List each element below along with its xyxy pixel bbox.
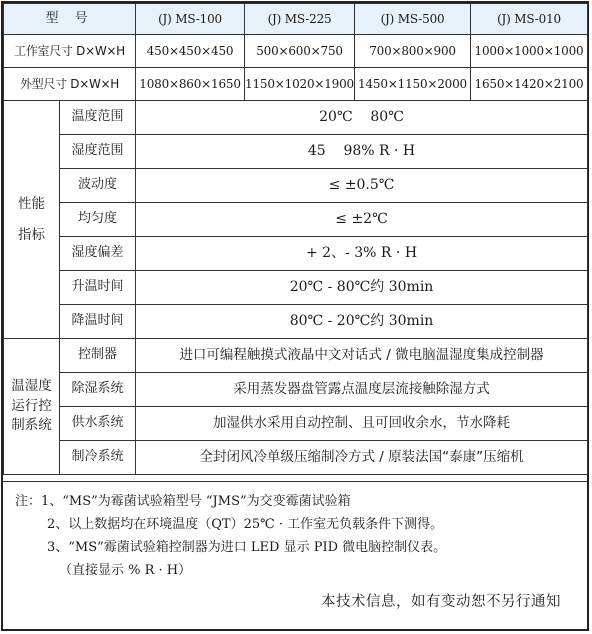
disclaimer-text: 本技术信息，如有变动恕不另行通知 bbox=[321, 594, 561, 610]
model-ms-010: (J) MS-010 bbox=[471, 4, 588, 35]
outer-size-value: 1080×860×1650 bbox=[136, 68, 245, 101]
perf-value: + 2、- 3% R · H bbox=[136, 237, 588, 271]
header-row bbox=[4, 4, 588, 35]
control-row bbox=[4, 407, 588, 441]
perf-value: 45 98% R · H bbox=[136, 135, 588, 169]
model-ms-500: (J) MS-500 bbox=[355, 4, 471, 35]
spec-table bbox=[3, 3, 588, 475]
control-label: 制冷系统 bbox=[60, 441, 136, 475]
perf-row bbox=[4, 237, 588, 271]
perf-value: 20℃ 80℃ bbox=[136, 101, 588, 135]
perf-value: 20℃ - 80℃约 30min bbox=[136, 271, 588, 305]
inner-size-label: 工作室尺寸 D×W×H bbox=[4, 35, 136, 68]
perf-row bbox=[4, 203, 588, 237]
perf-value: ≤ ±0.5℃ bbox=[136, 169, 588, 203]
control-row bbox=[4, 339, 588, 373]
perf-label: 波动度 bbox=[60, 169, 136, 203]
outer-size-value: 1650×1420×2100 bbox=[471, 68, 588, 101]
outer-size-value: 1150×1020×1900 bbox=[245, 68, 355, 101]
control-category bbox=[4, 339, 60, 475]
outer-size-row bbox=[4, 68, 588, 101]
perf-label: 降温时间 bbox=[60, 305, 136, 339]
inner-size-row bbox=[4, 35, 588, 68]
performance-category-line: 性能 bbox=[18, 195, 45, 212]
perf-value: ≤ ±2℃ bbox=[136, 203, 588, 237]
control-category-line: 运行控 bbox=[11, 397, 52, 414]
perf-label: 均匀度 bbox=[60, 203, 136, 237]
control-value: 加湿供水采用自动控制、且可回收余水，节水降耗 bbox=[136, 407, 588, 441]
perf-row bbox=[4, 271, 588, 305]
control-row bbox=[4, 441, 588, 475]
perf-value: 80℃ - 20℃约 30min bbox=[136, 305, 588, 339]
perf-label: 升温时间 bbox=[60, 271, 136, 305]
performance-category-line: 指标 bbox=[18, 226, 45, 243]
note-line: 2、以上数据均在环境温度（QT）25℃ · 工作室无负载条件下测得。 bbox=[47, 517, 444, 532]
perf-row bbox=[4, 169, 588, 203]
inner-size-value: 450×450×450 bbox=[136, 35, 245, 68]
control-label: 供水系统 bbox=[60, 407, 136, 441]
inner-size-value: 500×600×750 bbox=[245, 35, 355, 68]
note-line: 注：1、“MS”为霉菌试验箱型号 “JMS”为交变霉菌试验箱 bbox=[15, 494, 351, 509]
model-ms-100: (J) MS-100 bbox=[136, 4, 245, 35]
control-label: 控制器 bbox=[60, 339, 136, 373]
spec-sheet bbox=[1, 1, 589, 631]
model-label: 型 号 bbox=[4, 4, 136, 35]
perf-label: 温度范围 bbox=[60, 101, 136, 135]
perf-label: 湿度偏差 bbox=[60, 237, 136, 271]
outer-size-label: 外型尺寸 D×W×H bbox=[4, 68, 136, 101]
model-ms-225: (J) MS-225 bbox=[245, 4, 355, 35]
performance-category bbox=[4, 101, 60, 339]
note-line: 3、“MS”霉菌试验箱控制器为进口 LED 显示 PID 微电脑控制仪表。 bbox=[47, 540, 447, 555]
note-line: （直接显示 % R · H） bbox=[59, 563, 192, 578]
inner-size-value: 1000×1000×1000 bbox=[471, 35, 588, 68]
control-row bbox=[4, 373, 588, 407]
perf-row bbox=[4, 305, 588, 339]
control-value: 全封闭风冷单级压缩制冷方式 / 原装法国“泰康”压缩机 bbox=[136, 441, 588, 475]
outer-size-value: 1450×1150×2000 bbox=[355, 68, 471, 101]
control-category-line: 温湿度 bbox=[11, 378, 52, 395]
control-category-line: 制系统 bbox=[11, 417, 52, 434]
control-label: 除湿系统 bbox=[60, 373, 136, 407]
perf-label: 湿度范围 bbox=[60, 135, 136, 169]
control-value: 采用蒸发器盘管露点温度层流接触除湿方式 bbox=[136, 373, 588, 407]
inner-size-value: 700×800×900 bbox=[355, 35, 471, 68]
perf-row bbox=[4, 101, 588, 135]
perf-row bbox=[4, 135, 588, 169]
control-value: 进口可编程触摸式液晶中文对话式 / 微电脑温湿度集成控制器 bbox=[136, 339, 588, 373]
